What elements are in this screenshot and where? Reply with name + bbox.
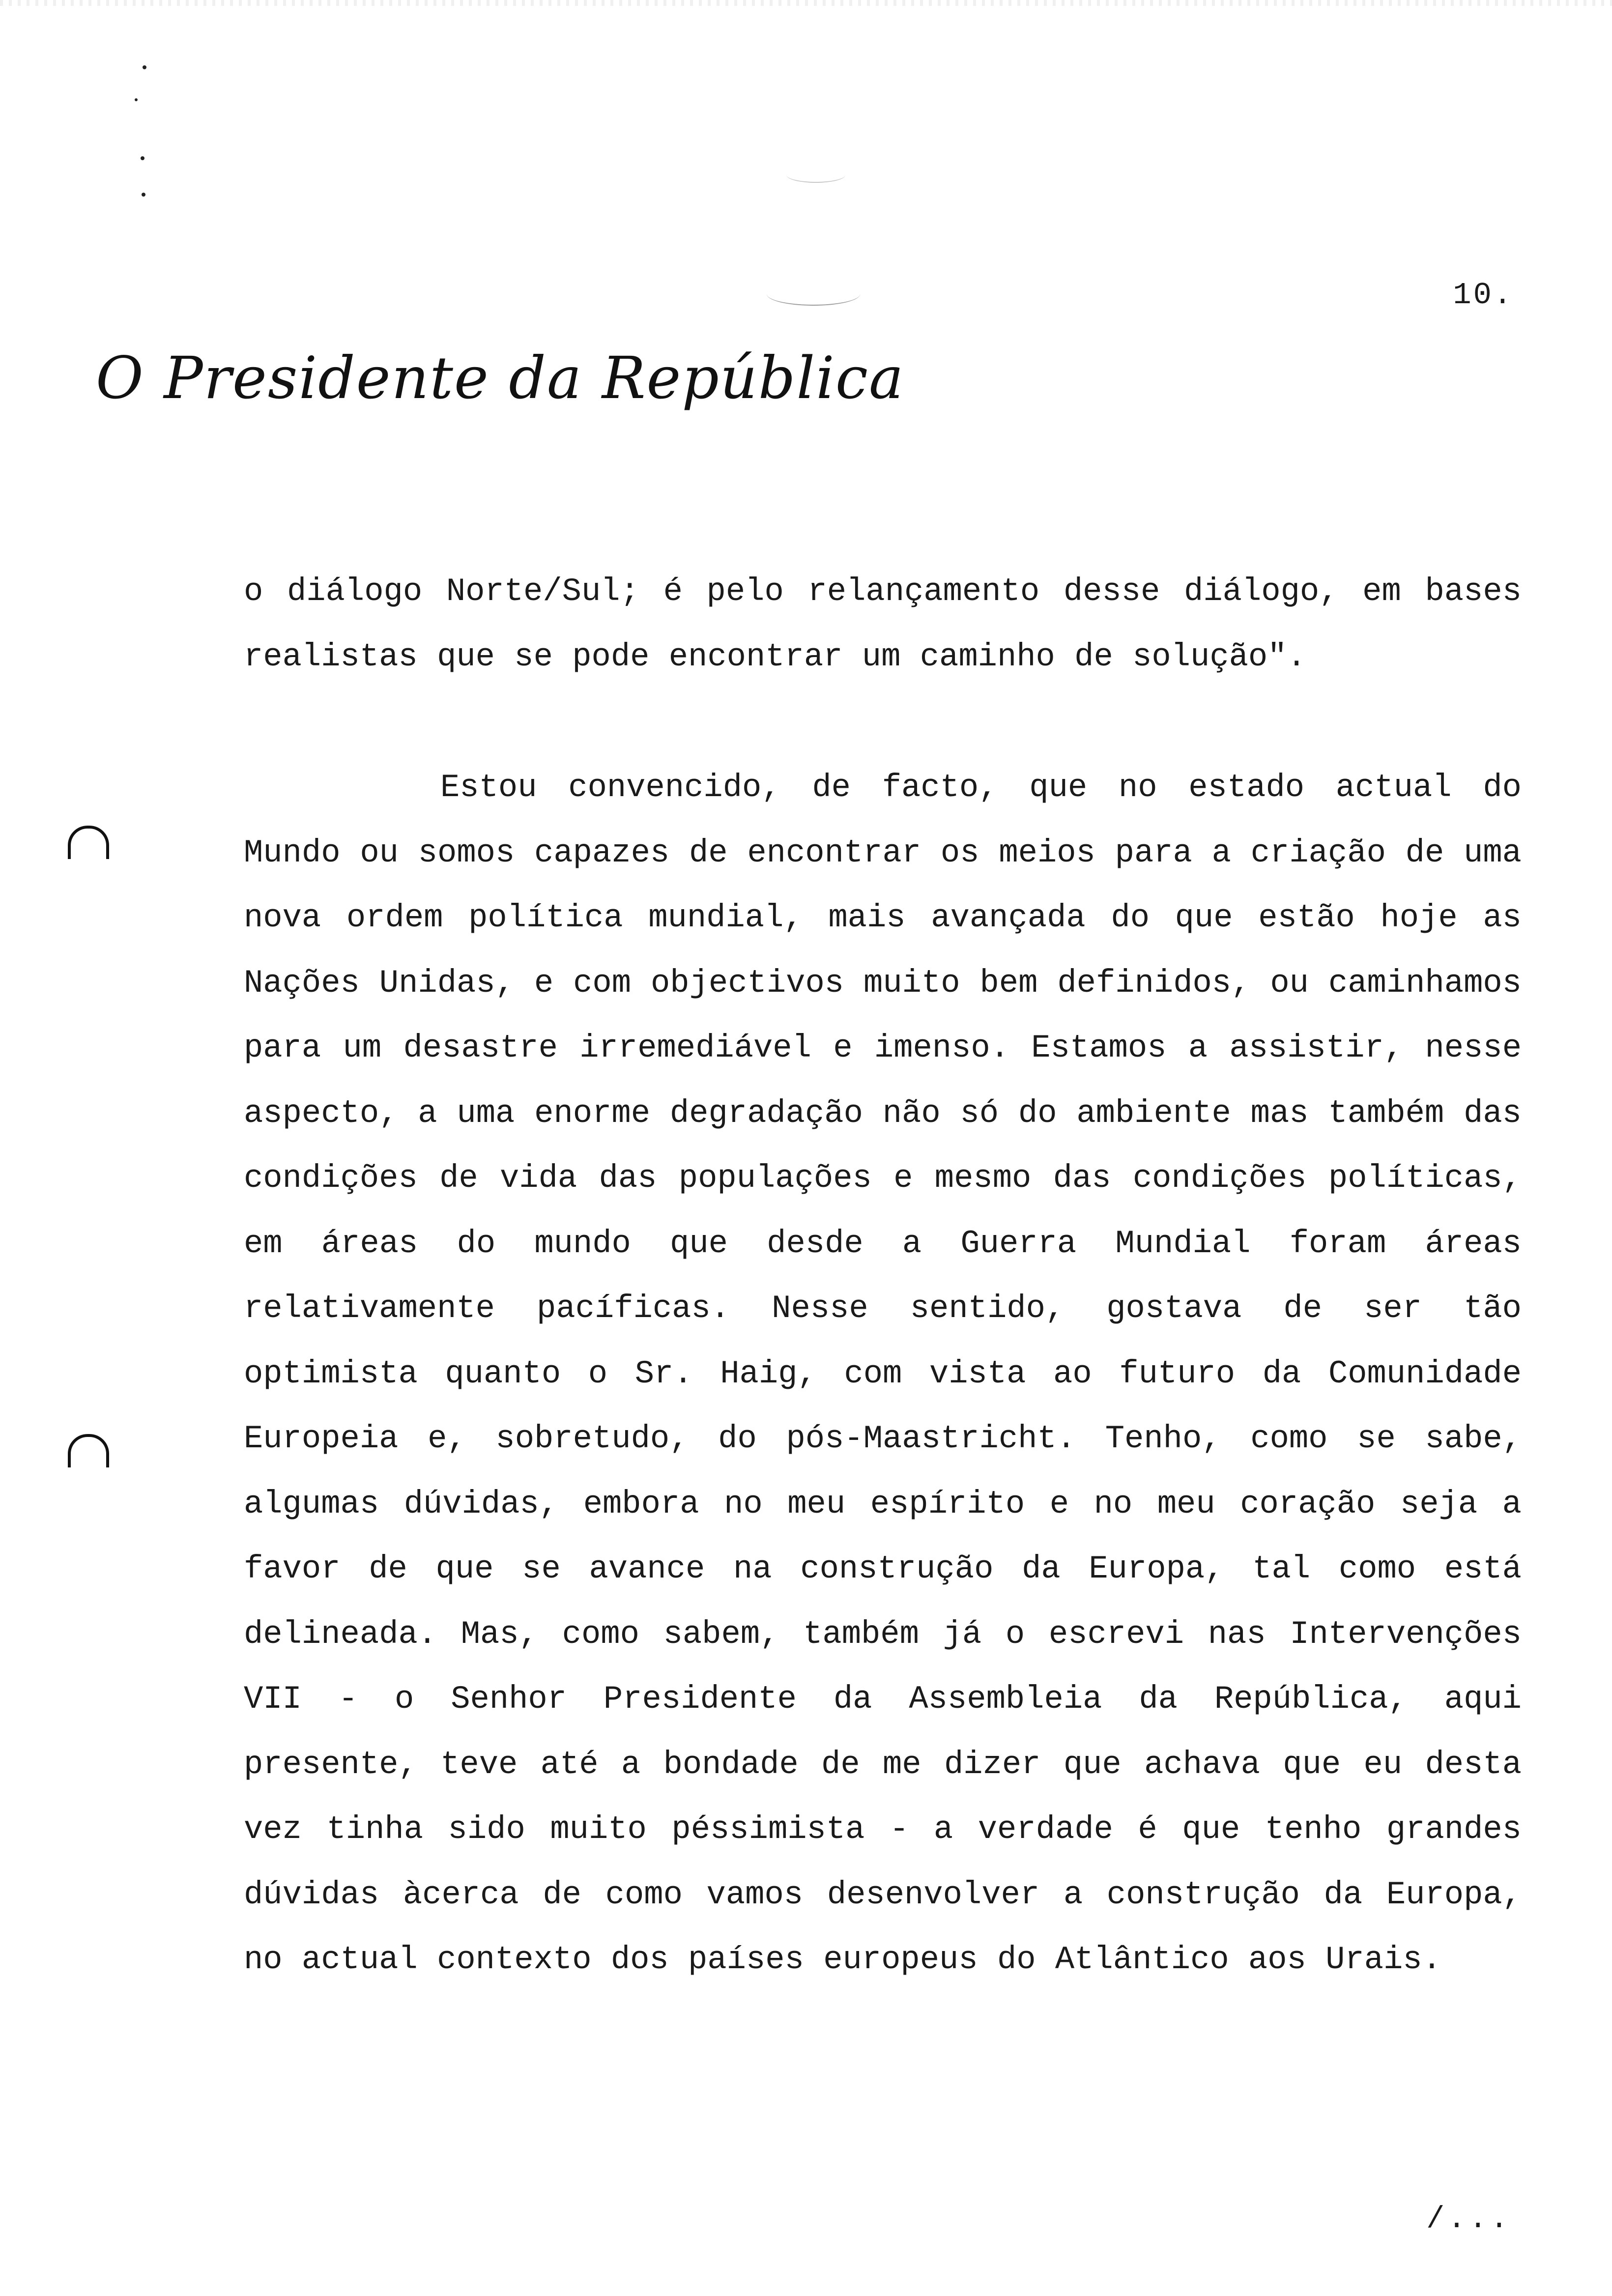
letterhead-signature: O Presidente da República	[96, 344, 905, 412]
scan-smudge	[786, 167, 845, 183]
paragraph-text: o diálogo Norte/Sul; é pelo relançamento desse diálogo, em bases realistas que se pode encontrar um caminho de solução".	[244, 573, 1522, 675]
margin-dot	[142, 193, 145, 197]
margin-dot	[135, 98, 138, 101]
scan-edge-noise	[0, 0, 1612, 6]
continuation-marker: /...	[1426, 2202, 1511, 2237]
scan-smudge	[767, 283, 860, 306]
margin-dot	[143, 65, 146, 69]
punch-hole	[68, 1434, 109, 1467]
paragraph-main	[244, 755, 1522, 1993]
paragraph-continuation	[244, 559, 1522, 689]
paragraph-text: Estou convencido, de facto, que no estado actual do Mundo ou somos capazes de encontrar os meios para a criação de uma nova ordem política mundial, mais avançada do que estão hoje as Nações Unidas, e com objectivos muito bem definidos, ou caminhamos para um desastre irremediável e imenso. Estamos a assistir, nesse aspecto, a uma enorme degradação não só do ambiente mas também das condições de vida das populações e mesmo das condições políticas, em áreas do mundo que desde a Guerra Mundial foram áreas relativamente pacíficas. Nesse sentido, gostava de ser tão optimista quanto o Sr. Haig, com vista ao futuro da Comunidade Europeia e, sobretudo, do pós-Maastricht. Tenho, como se sabe, algumas dúvidas, embora no meu espírito e no meu coração seja a favor de que se avance na construção da Europa, tal como está delineada. Mas, como sabem, também já o escrevi nas Intervenções VII - o Senhor Presidente da Assembleia da República, aqui presente, teve até a bondade de me dizer que achava que eu desta vez tinha sido muito péssimista - a verdade é que tenho grandes dúvidas àcerca de como vamos desenvolver a construção da Europa, no actual contexto dos países europeus do Atlântico aos Urais.	[244, 769, 1522, 1978]
margin-dot	[141, 156, 144, 160]
punch-hole	[68, 826, 109, 859]
page-number: 10.	[1453, 278, 1514, 313]
